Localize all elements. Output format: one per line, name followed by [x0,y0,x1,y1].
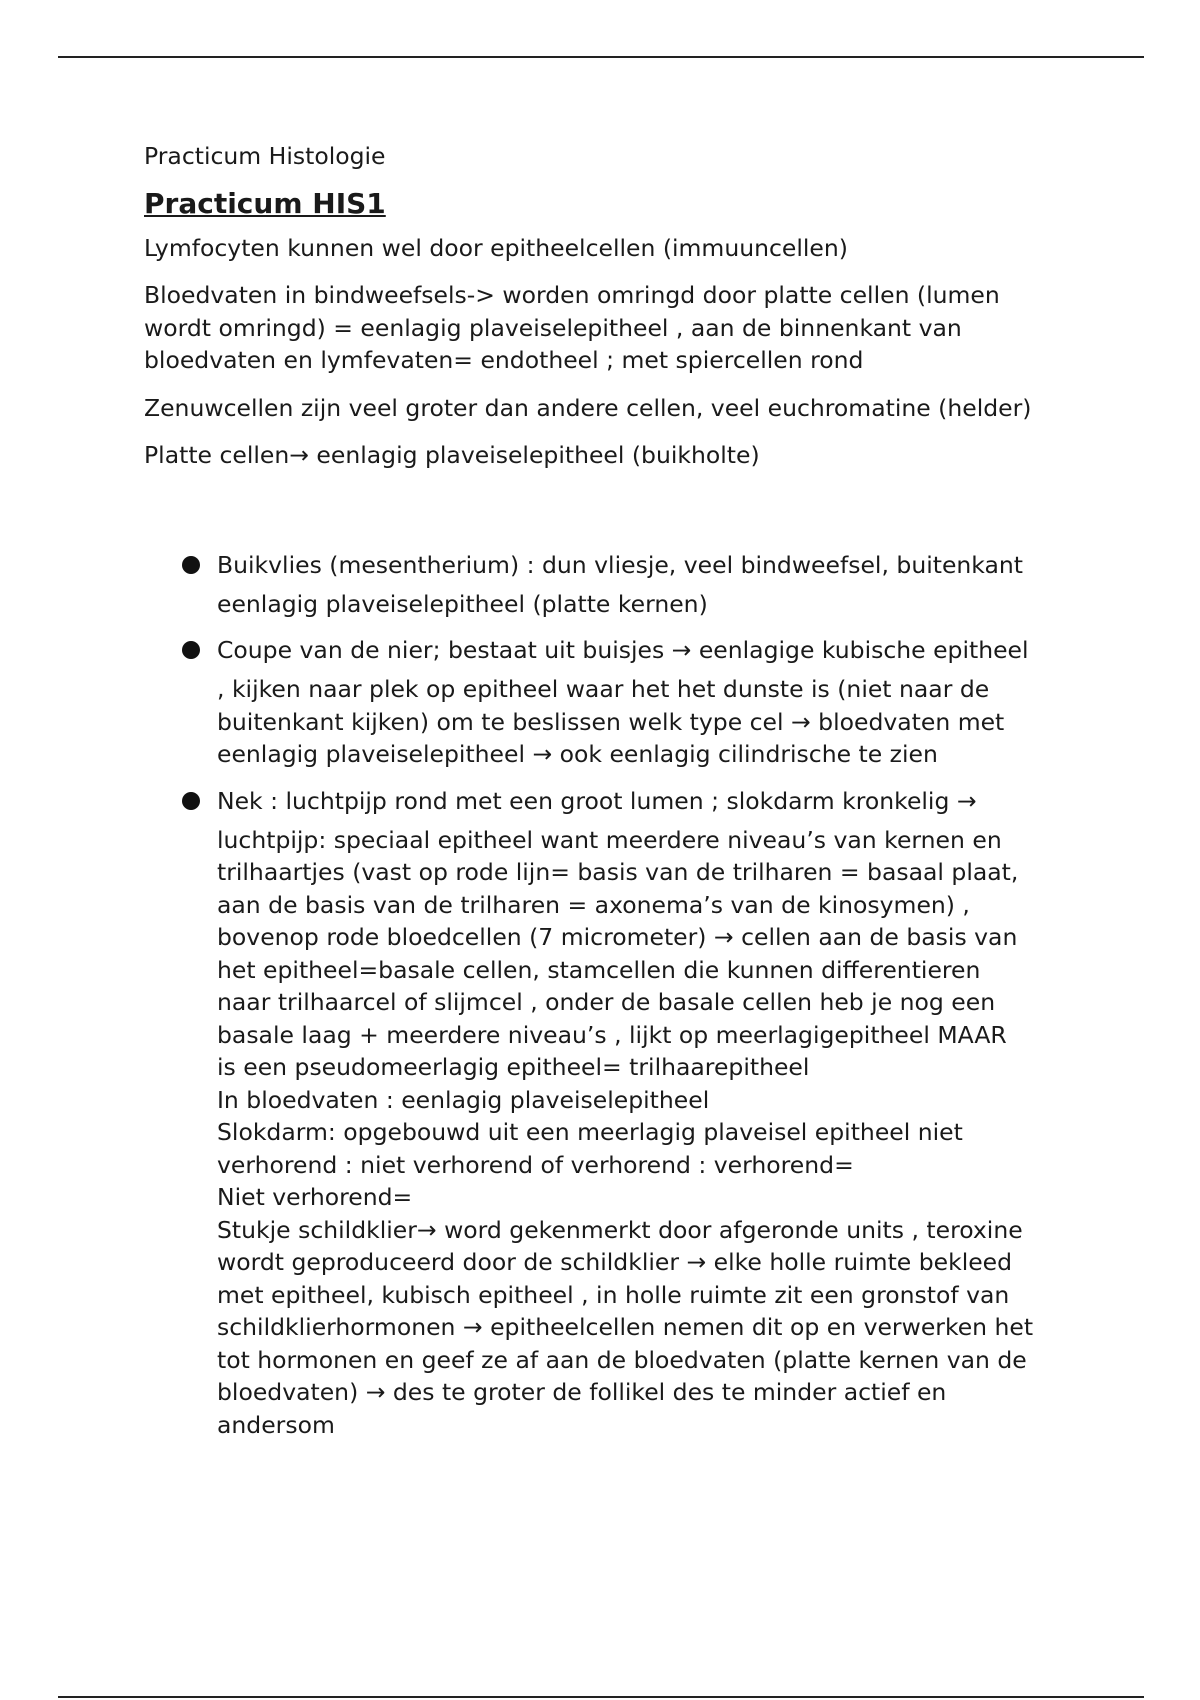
paragraph-line: Platte cellen→ eenlagig plaveiselepitheel (buikholte) [144,441,760,469]
list-item-line: Niet verhorend= [217,1183,413,1211]
list-item-line: aan de basis van de trilharen = axonema’s van de kinosymen) , [217,890,970,919]
list-item [144,630,1084,771]
list-item-line: naar trilhaarcel of slijmcel , onder de basale cellen heb je nog een [217,988,996,1016]
paragraph [144,439,1084,472]
paragraph-line: Bloedvaten in bindweefsels-> worden omringd door platte cellen (lumen [144,281,1000,309]
list-item [144,781,1084,1442]
list-item-line: Stukje schildklier→ word gekenmerkt door afgeronde units , teroxine [217,1215,1023,1244]
list-item-first-line: Nek : luchtpijp rond met een groot lumen ; slokdarm kronkelig → [217,786,977,815]
paragraph-line: Zenuwcellen zijn veel groter dan andere cellen, veel euchromatine (helder) [144,393,1032,422]
list-item-line: Slokdarm: opgebouwd uit een meerlagig plaveisel epitheel niet [217,1118,963,1146]
list-item-line: schildklierhormonen → epitheelcellen nemen dit op en verwerken het [217,1313,1034,1341]
list-item-line: met epitheel, kubisch epitheel , in holle ruimte zit een gronstof van [217,1280,1010,1309]
document-body [144,140,1084,1451]
list-item-line: tot hormonen en geef ze af aan de bloedvaten (platte kernen van de [217,1345,1027,1374]
list-item-first-line: Buikvlies (mesentherium) : dun vliesje, veel bindweefsel, buitenkant [217,550,1024,579]
list-item-line: het epitheel=basale cellen, stamcellen die kunnen differentieren [217,955,981,984]
paragraph [144,392,1084,425]
bullet-list [144,545,1084,1442]
bullet-dot-icon [182,792,200,810]
bottom-rule [58,1696,1144,1698]
list-item-line: eenlagig plaveiselepitheel (platte kernen) [217,589,708,618]
list-item-line: In bloedvaten : eenlagig plaveiselepitheel [217,1085,710,1114]
list-item [144,545,1084,621]
list-item-line: bovenop rode bloedcellen (7 micrometer) → cellen aan de basis van [217,923,1018,951]
list-item-line: bloedvaten) → des te groter de follikel des te minder actief en [217,1378,947,1406]
paragraph [144,232,1084,265]
list-item-line: is een pseudomeerlagig epitheel= trilhaarepitheel [217,1053,810,1081]
top-rule [58,56,1144,58]
list-item-line: wordt geproduceerd door de schildklier → elke holle ruimte bekleed [217,1248,1013,1276]
document-header: Practicum Histologie [144,142,386,170]
paragraph-line: Lymfocyten kunnen wel door epitheelcellen (immuuncellen) [144,233,848,262]
list-item-line: eenlagig plaveiselepitheel → ook eenlagig cilindrische te zien [217,740,938,768]
list-item-line: trilhaartjes (vast op rode lijn= basis van de trilharen = basaal plaat, [217,858,1019,886]
list-item-line: andersom [217,1410,335,1439]
paragraph [144,279,1084,377]
list-item-line: buitenkant kijken) om te beslissen welk type cel → bloedvaten met [217,707,1005,736]
paragraph-line: bloedvaten en lymfevaten= endotheel ; met spiercellen rond [144,346,864,374]
paragraph-line: wordt omringd) = eenlagig plaveiselepitheel , aan de binnenkant van [144,313,962,342]
list-item-first-line: Coupe van de nier; bestaat uit buisjes → eenlagige kubische epitheel [217,636,1029,664]
list-item-line: basale laag + meerdere niveau’s , lijkt op meerlagigepitheel MAAR [217,1020,1007,1049]
list-item-line: verhorend : niet verhorend of verhorend : verhorend= [217,1150,854,1179]
paragraphs [144,232,1084,472]
list-item-line: , kijken naar plek op epitheel waar het het dunste is (niet naar de [217,675,990,703]
bullet-dot-icon [182,641,200,659]
list-item-line: luchtpijp: speciaal epitheel want meerdere niveau’s van kernen en [217,825,1002,854]
document-title: Practicum HIS1 [144,186,386,220]
bullet-dot-icon [182,556,200,574]
